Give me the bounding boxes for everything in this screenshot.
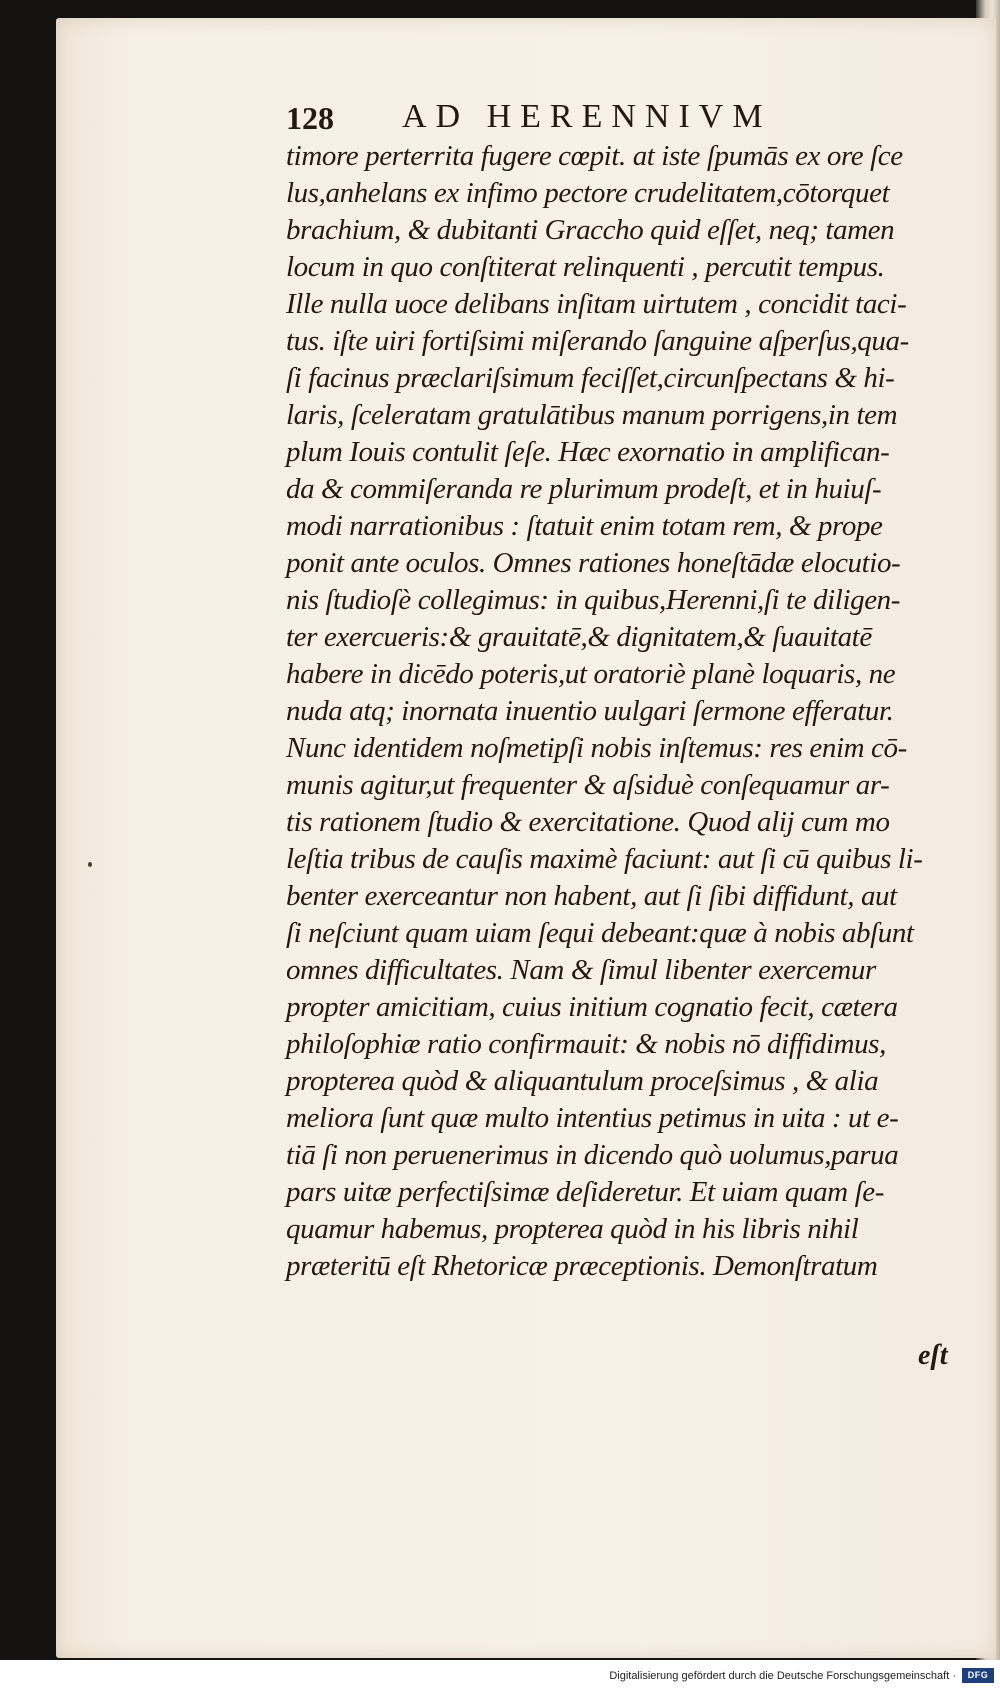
text-line: benter exerceantur non habent, aut ſi ſibi diffidunt, aut [286, 880, 897, 912]
text-line: præteritū eſt Rhetoricæ præceptionis. Demonſtratum [286, 1250, 878, 1282]
text-line: ter exercueris:& grauitatē,& dignitatem,& ſuauitatē [286, 621, 872, 653]
margin-mark [88, 862, 92, 867]
text-line: tis rationem ſtudio & exercitatione. Quod alij cum mo [286, 806, 890, 838]
text-line: propterea quòd & aliquantulum proceſsimus , & alia [286, 1065, 879, 1097]
dfg-logo: DFG [962, 1668, 994, 1683]
page-number: 128 [286, 100, 334, 136]
funding-note: Digitalisierung gefördert durch die Deutsche Forschungsgemeinschaft · [609, 1670, 956, 1682]
text-line: da & commiſeranda re plurimum prodeſt, et in huiuſ- [286, 473, 882, 505]
text-line: omnes difficultates. Nam & ſimul libenter exercemur [286, 954, 876, 986]
text-line: philoſophiæ ratio confirmauit: & nobis nō diffidimus, [286, 1028, 886, 1060]
text-line: brachium, & dubitanti Graccho quid eſſet, neq; tamen [286, 214, 895, 246]
text-line: modi narrationibus : ſtatuit enim totam rem, & prope [286, 510, 883, 542]
text-line: nis ſtudioſè collegimus: in quibus,Herenni,ſi te diligen- [286, 584, 901, 616]
text-line: lus,anhelans ex infimo pectore crudelitatem,cōtorquet [286, 177, 890, 209]
text-line: plum Iouis contulit ſeſe. Hæc exornatio in amplifican- [286, 436, 890, 468]
catchword: eſt [918, 1340, 948, 1371]
footer-bar [0, 1660, 1000, 1693]
text-line: laris, ſceleratam gratulātibus manum porrigens,in tem [286, 399, 898, 431]
text-line: locum in quo conſtiterat relinquenti , percutit tempus. [286, 251, 885, 283]
text-line: propter amicitiam, cuius initium cognatio fecit, cætera [286, 991, 898, 1023]
text-line: ſi facinus præclariſsimum feciſſet,circunſpectans & hi- [286, 362, 895, 394]
text-line: ſi neſciunt quam uiam ſequi debeant:quæ à nobis abſunt [286, 917, 914, 949]
text-line: munis agitur,ut frequenter & aſsiduè conſequamur ar- [286, 769, 890, 801]
text-line: leſtia tribus de cauſis maximè faciunt: aut ſi cū quibus li- [286, 843, 923, 875]
body-text [286, 138, 958, 1285]
text-line: habere in dicēdo poteris,ut oratoriè planè loquaris, ne [286, 658, 896, 690]
text-line: nuda atq; inornata inuentio uulgari ſermone efferatur. [286, 695, 894, 727]
text-line: pars uitæ perfectiſsimæ deſideretur. Et uiam quam ſe- [286, 1176, 884, 1208]
text-line: Nunc identidem noſmetipſi nobis inſtemus: res enim cō- [286, 732, 907, 764]
text-line: ponit ante oculos. Omnes rationes honeſtādæ elocutio- [286, 547, 901, 579]
page-header [286, 98, 1000, 142]
text-line: Ille nulla uoce delibans inſitam uirtutem , concidit taci- [286, 288, 907, 320]
text-line: meliora ſunt quæ multo intentius petimus in uita : ut e- [286, 1102, 899, 1134]
running-title: AD HERENNIVM [402, 98, 772, 135]
text-line: tus. iſte uiri fortiſsimi miſerando ſanguine aſperſus,qua- [286, 325, 909, 357]
text-line: timore perterrita fugere cœpit. at iste ſpumās ex ore ſce [286, 140, 903, 172]
text-line: tiā ſi non peruenerimus in dicendo quò uolumus,parua [286, 1139, 899, 1171]
text-line: quamur habemus, propterea quòd in his libris nihil [286, 1213, 859, 1245]
